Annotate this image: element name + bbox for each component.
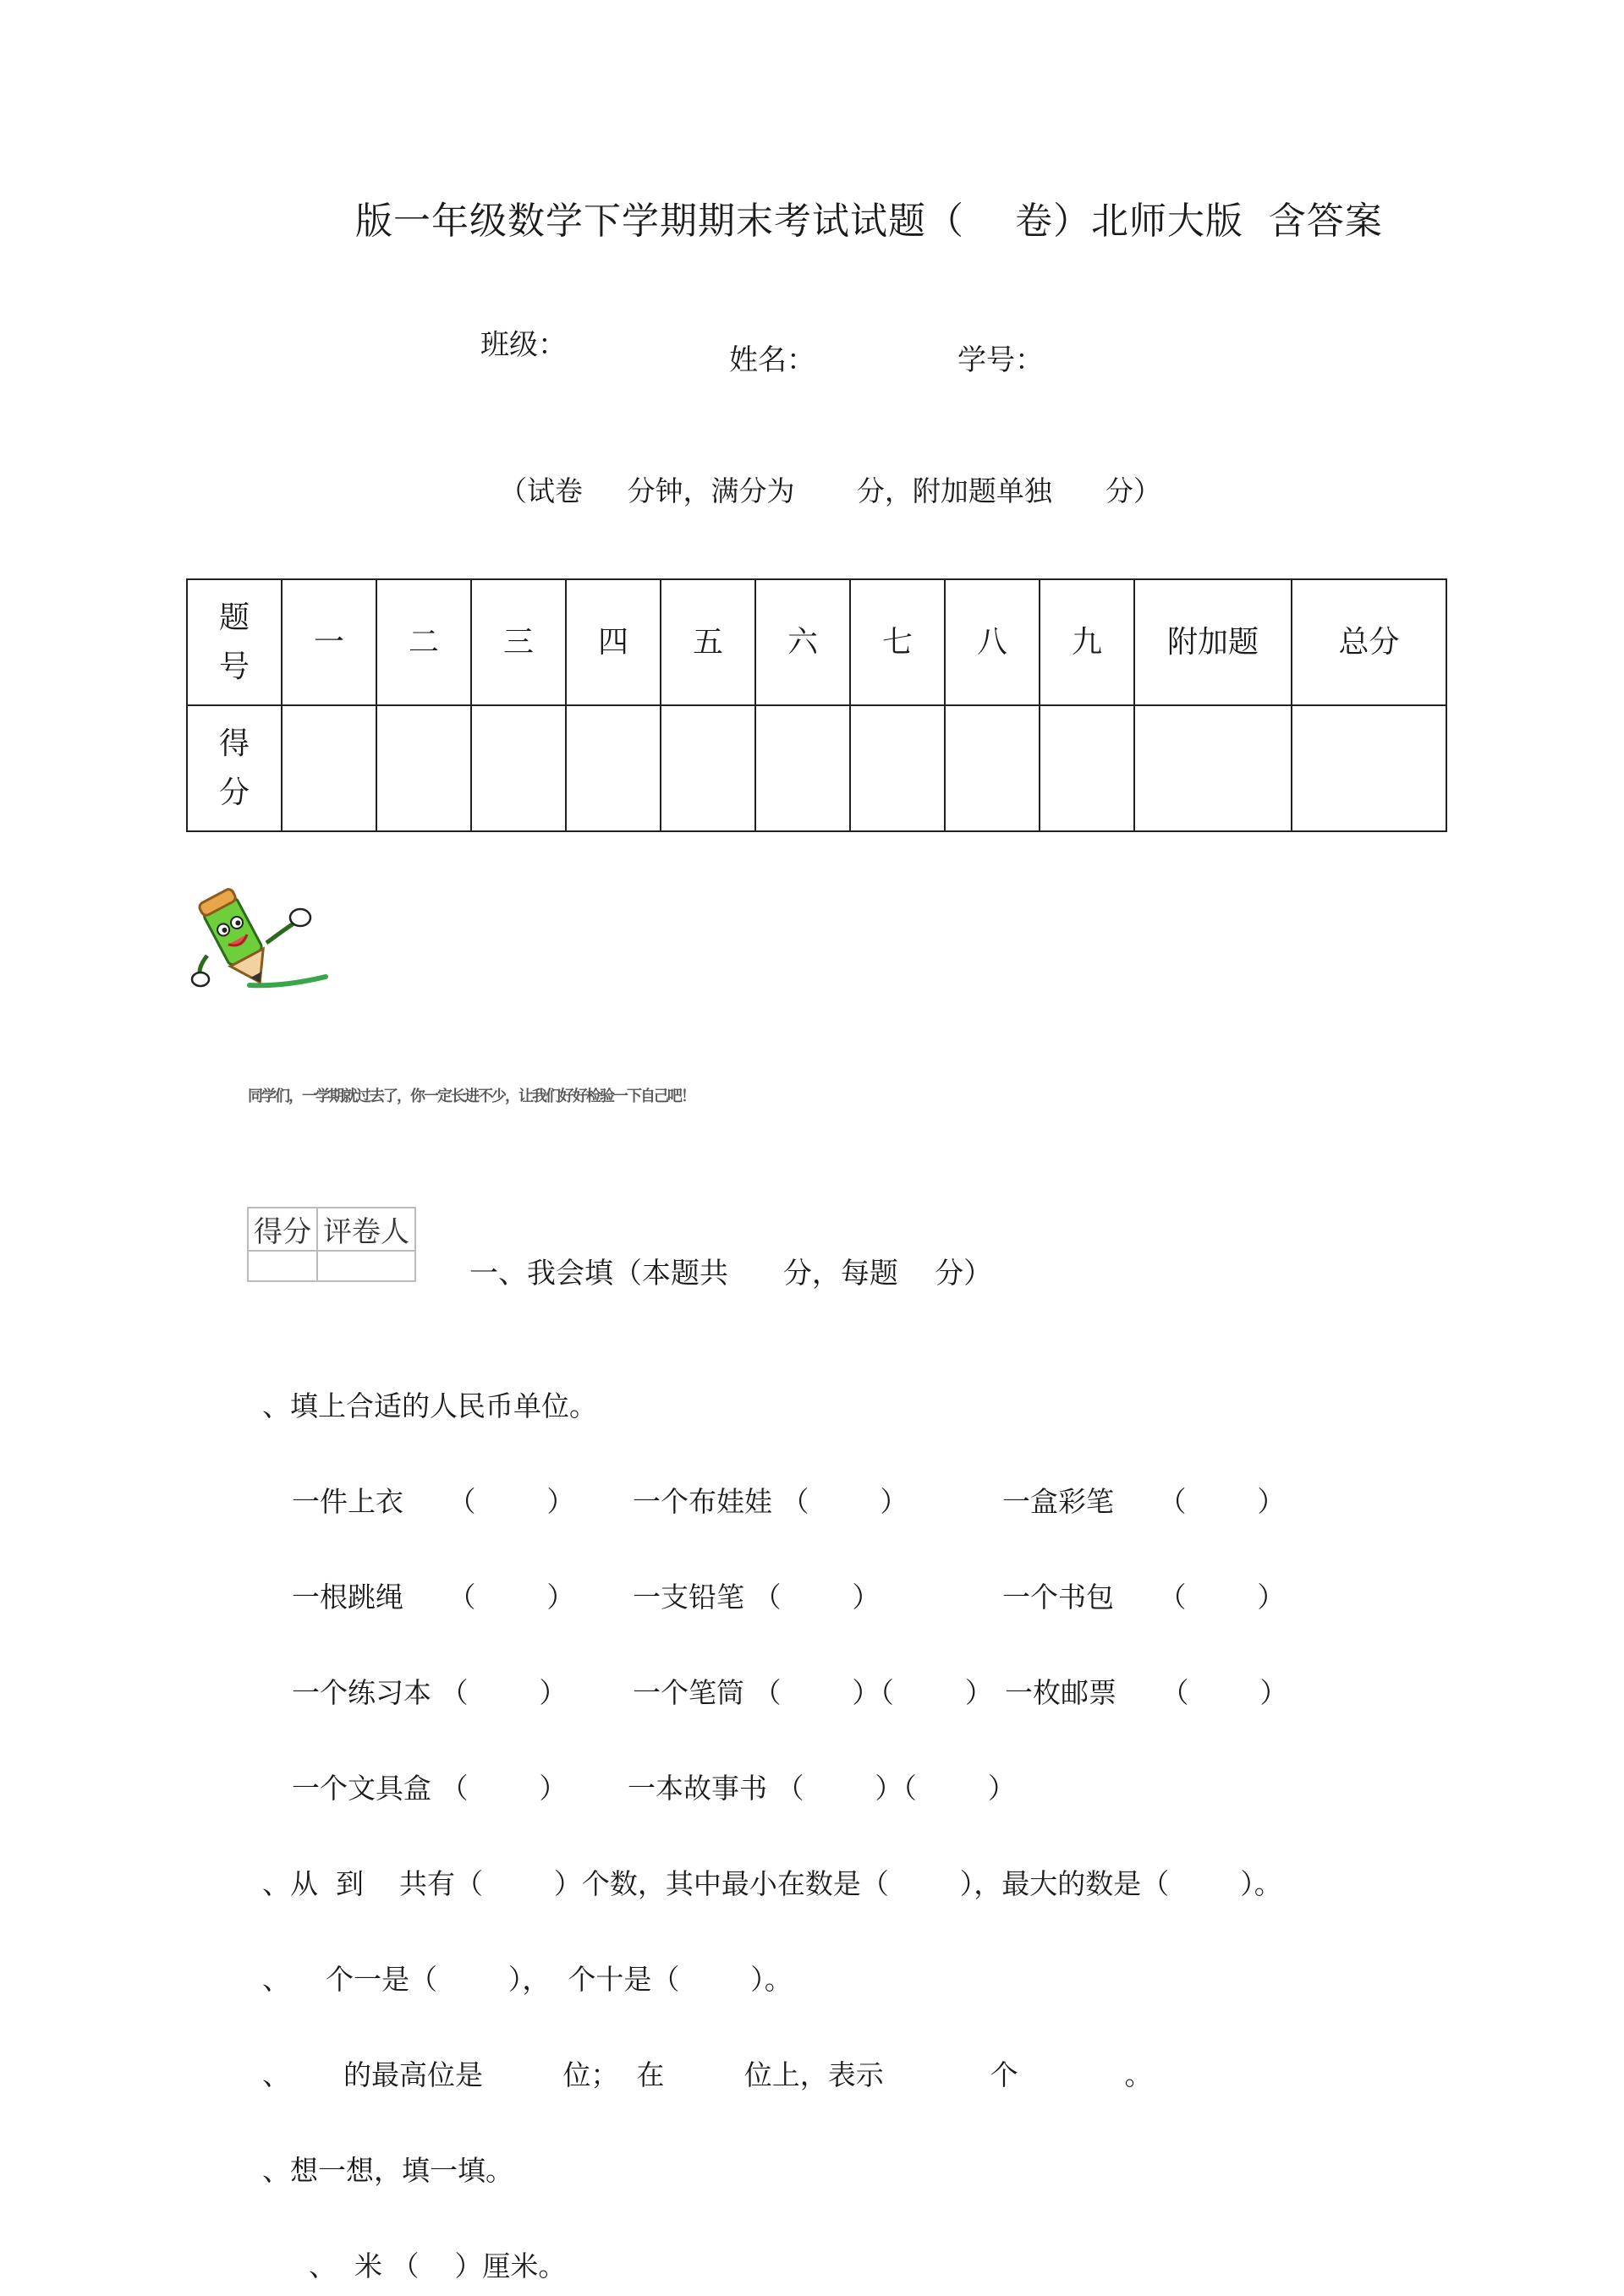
question-2: 、从 到 共有（ ）个数，其中最小在数是（ ），最大的数是（ ）。 — [262, 1867, 1282, 1900]
q1-item: 一根跳绳 （ ） — [292, 1581, 575, 1614]
grader-box-score-cell[interactable] — [248, 1251, 317, 1281]
name-label: 姓名： — [729, 343, 815, 377]
question-4: 、 的最高位是 位； 在 位上，表示 个 。 — [262, 2058, 1153, 2091]
page-title: 版一年级数学下学期期末考试试题（ 卷）北师大版 含答案 — [355, 200, 1383, 243]
q1-item: 一个文具盒 （ ） — [292, 1772, 568, 1805]
encouragement-tagline: 同学们，一学期就过去了，你一定长进不少，让我们好好检验一下自己吧！ — [248, 1088, 694, 1105]
score-cell[interactable] — [945, 705, 1040, 831]
grader-box-grader-label: 评卷人 — [317, 1208, 415, 1251]
q1-item: 一个布娃娃 （ ） — [633, 1485, 908, 1518]
column-header: 总分 — [1292, 579, 1446, 705]
column-header: 七 — [850, 579, 945, 705]
score-cell[interactable] — [376, 705, 471, 831]
column-header: 五 — [661, 579, 755, 705]
score-table — [186, 578, 1447, 832]
score-table-header-row — [187, 579, 1446, 705]
question-5: 、想一想，填一填。 — [262, 2154, 513, 2187]
grader-box-grader-cell[interactable] — [317, 1251, 415, 1281]
score-cell[interactable] — [566, 705, 661, 831]
grader-box — [247, 1207, 416, 1282]
column-header: 附加题 — [1134, 579, 1292, 705]
class-label: 班级： — [480, 328, 567, 362]
score-cell[interactable] — [1040, 705, 1134, 831]
score-cell[interactable] — [755, 705, 850, 831]
q1-item: 一件上衣 （ ） — [292, 1485, 575, 1518]
column-header: 一 — [282, 579, 376, 705]
question-5a: 、 米 （ ）厘米。 — [309, 2249, 567, 2282]
column-header: 九 — [1040, 579, 1134, 705]
score-cell[interactable] — [1292, 705, 1446, 831]
score-header: 得分 — [187, 705, 282, 831]
column-header: 八 — [945, 579, 1040, 705]
question-1-prompt: 、填上合适的人民币单位。 — [262, 1389, 597, 1422]
q1-item: 一盒彩笔 （ ） — [1002, 1485, 1286, 1518]
question-3: 、 个一是（ ）， 个十是（ ）。 — [262, 1963, 793, 1996]
q1-item: 一本故事书 （ ）（ ） — [628, 1772, 1016, 1805]
exam-note: （试卷 分钟，满分为 分，附加题单独 分） — [499, 474, 1161, 507]
pencil-mascot-icon — [182, 884, 334, 1006]
column-header: 六 — [755, 579, 850, 705]
score-cell[interactable] — [282, 705, 376, 831]
score-table-score-row — [187, 705, 1446, 831]
q1-item: 一个书包 （ ） — [1002, 1581, 1286, 1614]
q1-item: 一枚邮票 （ ） — [1005, 1676, 1288, 1709]
score-cell[interactable] — [661, 705, 755, 831]
score-cell[interactable] — [850, 705, 945, 831]
student-id-label: 学号： — [957, 343, 1044, 377]
q1-item: 一个笔筒 （ ）（ ） — [633, 1676, 993, 1709]
q1-item: 一个练习本 （ ） — [292, 1676, 568, 1709]
score-cell[interactable] — [1134, 705, 1292, 831]
column-header: 三 — [471, 579, 566, 705]
grader-box-score-label: 得分 — [248, 1208, 317, 1251]
question-number-header: 题号 — [187, 579, 282, 705]
q1-item: 一支铅笔 （ ） — [633, 1581, 881, 1614]
score-cell[interactable] — [471, 705, 566, 831]
column-header: 二 — [376, 579, 471, 705]
section1-heading: 一、我会填（本题共 分，每题 分） — [469, 1257, 993, 1290]
column-header: 四 — [566, 579, 661, 705]
